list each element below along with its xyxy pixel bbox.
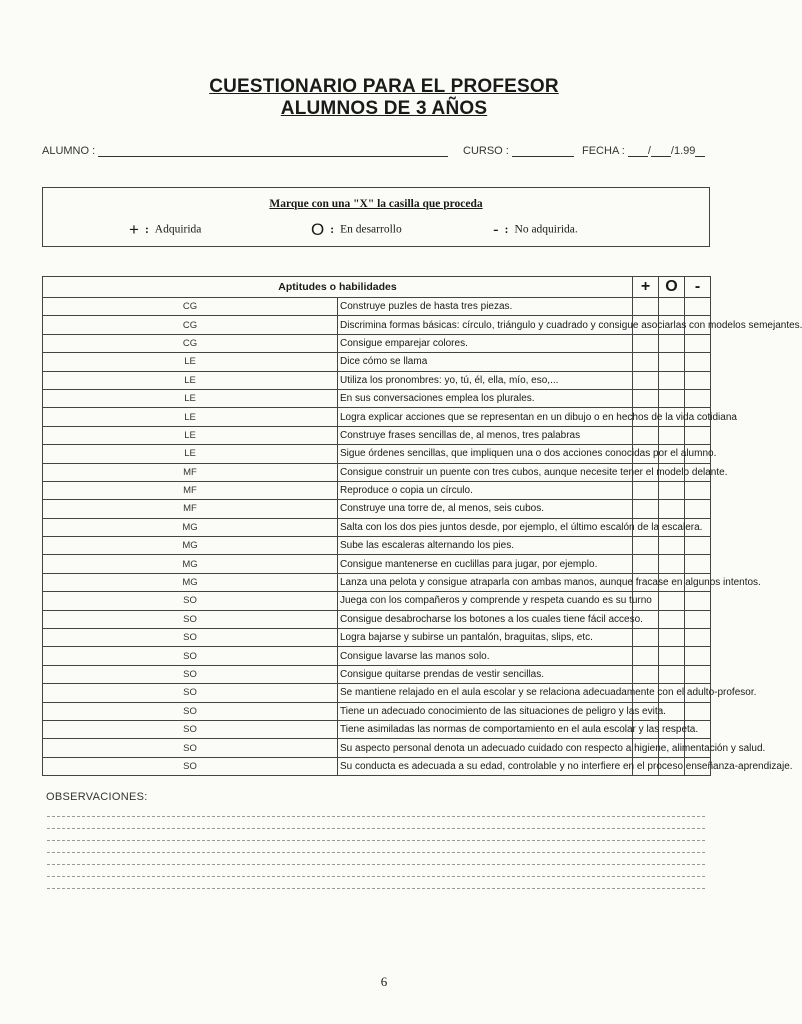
skill-description: Juega con los compañeros y comprende y respeta cuando es su turno: [338, 592, 633, 610]
skill-code: LE: [43, 353, 338, 371]
checkbox-no-adquirida[interactable]: [685, 389, 711, 407]
skill-code: SO: [43, 720, 338, 738]
skill-code: CG: [43, 334, 338, 352]
checkbox-adquirida[interactable]: [633, 371, 659, 389]
skill-code: MG: [43, 537, 338, 555]
skill-code: LE: [43, 408, 338, 426]
checkbox-adquirida[interactable]: [633, 665, 659, 683]
table-row: [43, 426, 711, 444]
skills-header: Aptitudes o habilidades: [43, 277, 633, 298]
fecha-year: /1.99: [670, 145, 696, 157]
table-row: [43, 298, 711, 316]
checkbox-adquirida[interactable]: [633, 389, 659, 407]
table-row: [43, 702, 711, 720]
table-row: [43, 537, 711, 555]
skill-description: Construye frases sencillas de, al menos, tres palabras: [338, 426, 633, 444]
observaciones-line[interactable]: [47, 864, 705, 865]
checkbox-no-adquirida[interactable]: [685, 353, 711, 371]
table-row: [43, 408, 711, 426]
checkbox-no-adquirida[interactable]: [685, 298, 711, 316]
skill-description: Tiene asimiladas las normas de comportamiento en el aula escolar y las respeta.: [338, 720, 633, 738]
table-row: [43, 316, 711, 334]
skill-description: Lanza una pelota y consigue atraparla con ambas manos, aunque fracase en algunos intentos.: [338, 573, 633, 591]
checkbox-adquirida[interactable]: [633, 298, 659, 316]
checkbox-no-adquirida[interactable]: [685, 647, 711, 665]
checkbox-no-adquirida[interactable]: [685, 629, 711, 647]
checkbox-adquirida[interactable]: [633, 481, 659, 499]
checkbox-en-desarrollo[interactable]: [659, 298, 685, 316]
checkbox-adquirida[interactable]: [633, 555, 659, 573]
checkbox-en-desarrollo[interactable]: [659, 629, 685, 647]
curso-line: [512, 156, 574, 157]
table-row: [43, 610, 711, 628]
skill-code: SO: [43, 757, 338, 775]
legend-item-no-adquirida: - : No adquirida.: [493, 220, 578, 239]
legend-title: Marque con una "X" la casilla que proceda: [269, 198, 483, 210]
checkbox-en-desarrollo[interactable]: [659, 592, 685, 610]
skill-description: Consigue mantenerse en cuclillas para jugar, por ejemplo.: [338, 555, 633, 573]
skill-code: MF: [43, 481, 338, 499]
table-row: [43, 720, 711, 738]
checkbox-no-adquirida[interactable]: [685, 500, 711, 518]
skill-description: Su conducta es adecuada a su edad, controlable y no interfiere en el proceso enseñanza-aprendizaje.: [338, 757, 633, 775]
alumno-line: [98, 156, 448, 157]
checkbox-adquirida[interactable]: [633, 334, 659, 352]
checkbox-no-adquirida[interactable]: [685, 371, 711, 389]
skill-description: Sube las escaleras alternando los pies.: [338, 537, 633, 555]
skill-code: MG: [43, 573, 338, 591]
table-row: [43, 665, 711, 683]
fecha-label: FECHA :: [582, 145, 625, 157]
legend-label: En desarrollo: [340, 223, 402, 236]
checkbox-en-desarrollo[interactable]: [659, 389, 685, 407]
checkbox-no-adquirida[interactable]: [685, 610, 711, 628]
observaciones-line[interactable]: [47, 876, 705, 877]
skill-code: SO: [43, 592, 338, 610]
skill-description: Logra explicar acciones que se representan en un dibujo o en hechos de la vida cotidiana: [338, 408, 633, 426]
checkbox-en-desarrollo[interactable]: [659, 426, 685, 444]
checkbox-adquirida[interactable]: [633, 537, 659, 555]
checkbox-no-adquirida[interactable]: [685, 334, 711, 352]
table-row: [43, 353, 711, 371]
title-line-1: CUESTIONARIO PARA EL PROFESOR: [209, 76, 559, 97]
checkbox-en-desarrollo[interactable]: [659, 334, 685, 352]
circle-header: O: [659, 277, 685, 298]
legend-label: No adquirida.: [514, 223, 578, 236]
checkbox-adquirida[interactable]: [633, 629, 659, 647]
skill-description: Salta con los dos pies juntos desde, por ejemplo, el último escalón de la escalera.: [338, 518, 633, 536]
minus-header: -: [685, 277, 711, 298]
skill-code: SO: [43, 665, 338, 683]
table-header-row: [43, 277, 711, 298]
skill-description: Logra bajarse y subirse un pantalón, braguitas, slips, etc.: [338, 629, 633, 647]
table-row: [43, 555, 711, 573]
table-row: [43, 389, 711, 407]
skill-code: CG: [43, 316, 338, 334]
checkbox-no-adquirida[interactable]: [685, 702, 711, 720]
skill-code: LE: [43, 371, 338, 389]
checkbox-en-desarrollo[interactable]: [659, 555, 685, 573]
minus-symbol: -: [493, 220, 499, 239]
checkbox-adquirida[interactable]: [633, 426, 659, 444]
skill-code: LE: [43, 445, 338, 463]
checkbox-adquirida[interactable]: [633, 500, 659, 518]
skill-code: SO: [43, 647, 338, 665]
legend-item-adquirida: + : Adquirida: [129, 220, 202, 239]
table-row: [43, 757, 711, 775]
fecha-day-line: [628, 156, 648, 157]
skills-table: [42, 276, 802, 776]
skill-description: Reproduce o copia un círculo.: [338, 481, 633, 499]
table-row: [43, 739, 711, 757]
fecha-sep: /: [647, 145, 651, 157]
skill-code: LE: [43, 389, 338, 407]
skill-description: Se mantiene relajado en el aula escolar y se relaciona adecuadamente con el adulto-profesor.: [338, 684, 633, 702]
skill-description: Consigue emparejar colores.: [338, 334, 633, 352]
fecha-year-line: [695, 156, 705, 157]
checkbox-no-adquirida[interactable]: [685, 481, 711, 499]
observaciones-label: OBSERVACIONES:: [46, 791, 148, 803]
skill-description: Discrimina formas básicas: círculo, triángulo y cuadrado y consigue asociarlas con modelos semejantes.: [338, 316, 633, 334]
checkbox-en-desarrollo[interactable]: [659, 665, 685, 683]
legend-box: [42, 187, 710, 247]
curso-label: CURSO :: [463, 145, 509, 157]
checkbox-en-desarrollo[interactable]: [659, 481, 685, 499]
title-line-2: ALUMNOS DE 3 AÑOS: [280, 98, 488, 119]
checkbox-adquirida[interactable]: [633, 353, 659, 371]
observaciones-line[interactable]: [47, 828, 705, 829]
skill-description: Consigue quitarse prendas de vestir sencillas.: [338, 665, 633, 683]
observaciones-line[interactable]: [47, 852, 705, 853]
table-row: [43, 500, 711, 518]
table-row: [43, 445, 711, 463]
alumno-field[interactable]: [42, 145, 448, 157]
alumno-label: ALUMNO :: [42, 145, 96, 157]
table-row: [43, 573, 711, 591]
plus-header: +: [633, 277, 659, 298]
skill-code: LE: [43, 426, 338, 444]
circle-symbol: O: [311, 220, 325, 239]
curso-field[interactable]: [463, 145, 574, 157]
skill-code: MG: [43, 518, 338, 536]
table-row: [43, 629, 711, 647]
legend-label: Adquirida: [154, 223, 202, 236]
checkbox-en-desarrollo[interactable]: [659, 537, 685, 555]
skill-code: MF: [43, 500, 338, 518]
table-row: [43, 684, 711, 702]
skill-description: Sigue órdenes sencillas, que impliquen una o dos acciones conocidas por el alumno.: [338, 445, 633, 463]
skill-code: SO: [43, 739, 338, 757]
table-row: [43, 463, 711, 481]
skill-code: SO: [43, 629, 338, 647]
checkbox-no-adquirida[interactable]: [685, 426, 711, 444]
checkbox-en-desarrollo[interactable]: [659, 610, 685, 628]
checkbox-en-desarrollo[interactable]: [659, 371, 685, 389]
checkbox-en-desarrollo[interactable]: [659, 647, 685, 665]
skill-code: SO: [43, 702, 338, 720]
skill-description: Dice cómo se llama: [338, 353, 633, 371]
checkbox-no-adquirida[interactable]: [685, 592, 711, 610]
observaciones-line[interactable]: [47, 816, 705, 817]
plus-symbol: +: [129, 220, 139, 239]
skill-code: MG: [43, 555, 338, 573]
observaciones-line[interactable]: [47, 888, 705, 889]
checkbox-adquirida[interactable]: [633, 647, 659, 665]
page-number: 6: [380, 974, 388, 989]
fecha-month-line: [651, 156, 671, 157]
skill-code: MF: [43, 463, 338, 481]
checkbox-no-adquirida[interactable]: [685, 537, 711, 555]
table-row: [43, 592, 711, 610]
skill-code: SO: [43, 684, 338, 702]
skill-description: En sus conversaciones emplea los plurales.: [338, 389, 633, 407]
table-row: [43, 481, 711, 499]
table-row: [43, 647, 711, 665]
skill-description: Construye puzles de hasta tres piezas.: [338, 298, 633, 316]
skill-description: Construye una torre de, al menos, seis cubos.: [338, 500, 633, 518]
skill-code: SO: [43, 610, 338, 628]
skill-description: Tiene un adecuado conocimiento de las situaciones de peligro y las evita.: [338, 702, 633, 720]
legend-item-en-desarrollo: O : En desarrollo: [311, 220, 402, 239]
observaciones-line[interactable]: [47, 840, 705, 841]
skill-description: Consigue desabrocharse los botones a los cuales tiene fácil acceso.: [338, 610, 633, 628]
table-row: [43, 518, 711, 536]
skill-description: Consigue construir un puente con tres cubos, aunque necesite tener el modelo delante.: [338, 463, 633, 481]
fecha-field[interactable]: [582, 145, 705, 157]
checkbox-no-adquirida[interactable]: [685, 665, 711, 683]
skill-description: Utiliza los pronombres: yo, tú, él, ella, mío, eso,...: [338, 371, 633, 389]
checkbox-en-desarrollo[interactable]: [659, 353, 685, 371]
checkbox-no-adquirida[interactable]: [685, 555, 711, 573]
skill-code: CG: [43, 298, 338, 316]
table-row: [43, 334, 711, 352]
checkbox-en-desarrollo[interactable]: [659, 500, 685, 518]
skill-description: Su aspecto personal denota un adecuado cuidado con respecto a higiene, alimentación y salud.: [338, 739, 633, 757]
skill-description: Consigue lavarse las manos solo.: [338, 647, 633, 665]
table-row: [43, 371, 711, 389]
